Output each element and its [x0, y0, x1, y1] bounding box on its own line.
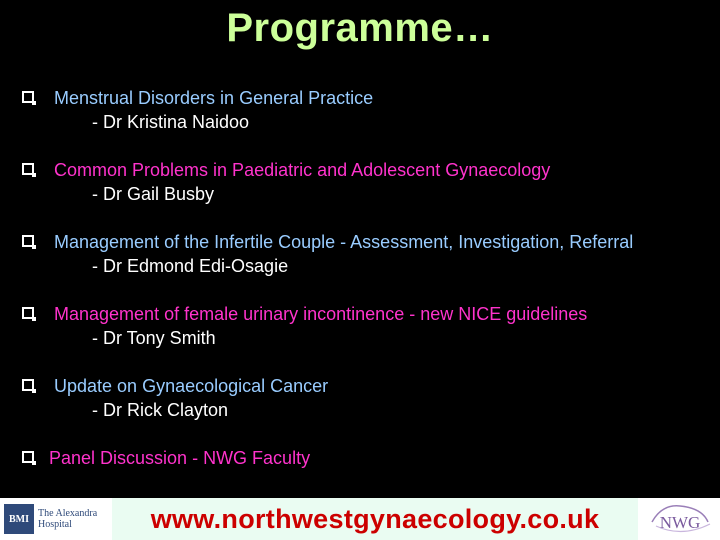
list-item	[22, 376, 712, 448]
topic-text: Management of the Infertile Couple - Assessment, Investigation, Referral	[54, 232, 634, 252]
checkbox-bullet-icon	[22, 163, 34, 175]
list-item	[22, 232, 712, 304]
hospital-name-line-1: The Alexandra	[38, 508, 98, 519]
topic-text: Update on Gynaecological Cancer	[54, 376, 329, 396]
checkbox-bullet-icon	[22, 91, 34, 103]
programme-list	[22, 88, 712, 520]
topic-text: Common Problems in Paediatric and Adolescent Gynaecology	[54, 160, 551, 180]
checkbox-bullet-icon	[22, 307, 34, 319]
list-item	[22, 88, 712, 160]
website-link[interactable]: www.northwestgynaecology.co.uk	[150, 503, 600, 534]
alexandra-hospital-logo	[4, 504, 108, 534]
speaker-text: - Dr Gail Busby	[92, 184, 215, 204]
website-banner	[112, 498, 638, 540]
bmi-badge-icon: BMI	[4, 504, 34, 534]
speaker-text: - Dr Tony Smith	[92, 328, 216, 348]
speaker-text: - Dr Kristina Naidoo	[92, 112, 250, 132]
speaker-text: - Dr Rick Clayton	[92, 400, 229, 420]
list-item	[22, 304, 712, 376]
hospital-name	[38, 508, 97, 530]
topic-text: Management of female urinary incontinence - new NICE guidelines	[54, 304, 588, 324]
checkbox-bullet-icon	[22, 379, 34, 391]
topic-text: Menstrual Disorders in General Practice	[54, 88, 374, 108]
nwg-logo-icon	[642, 500, 718, 538]
slide-title: Programme…	[226, 6, 494, 50]
checkbox-bullet-icon	[22, 235, 34, 247]
checkbox-bullet-icon	[22, 451, 34, 463]
nwg-logo-text: NWG	[659, 513, 701, 532]
list-item	[22, 160, 712, 232]
topic-text: Panel Discussion - NWG Faculty	[49, 448, 311, 468]
footer-bar	[0, 498, 720, 540]
speaker-text: - Dr Edmond Edi-Osagie	[92, 256, 289, 276]
hospital-name-line-2: Hospital	[38, 519, 72, 530]
